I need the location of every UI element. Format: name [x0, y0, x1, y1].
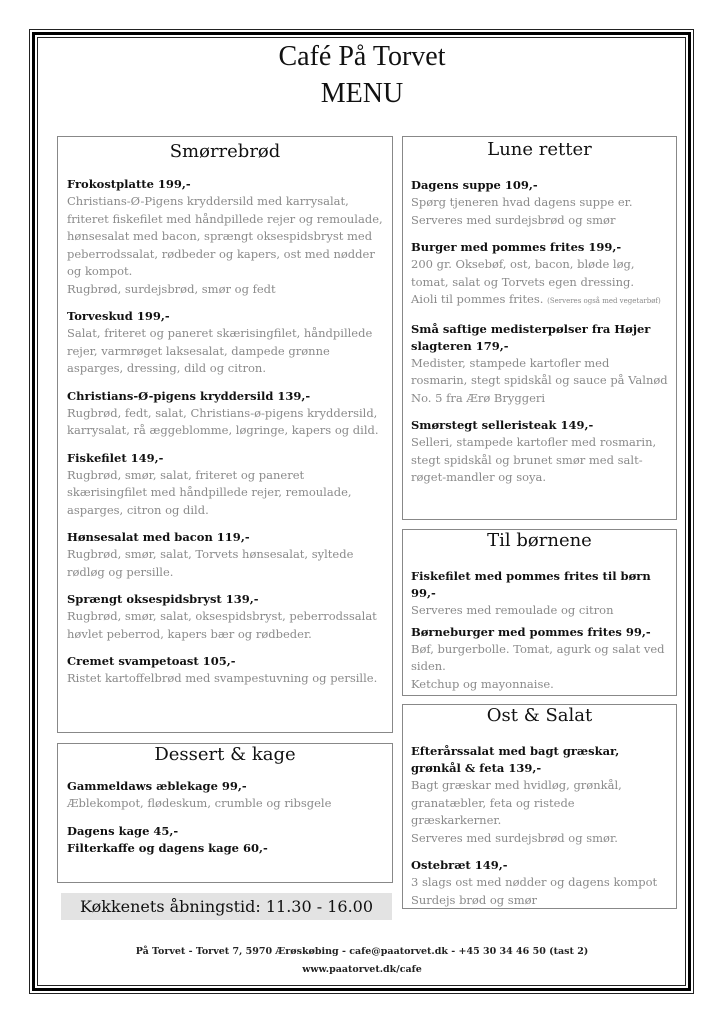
item-desc-extra: Surdejs brød og smør	[411, 892, 538, 907]
item-desc: 3 slags ost med nødder og dagens kompot	[411, 875, 658, 889]
item-name: Fiskefilet med pommes frites til børn 99,-	[411, 569, 651, 600]
menu-item	[411, 857, 668, 909]
menu-item	[67, 529, 383, 581]
item-desc: Æblekompot, flødeskum, crumble og ribsgele	[67, 796, 332, 810]
item-desc: Bøf, burgerbolle. Tomat, agurk og salat ved siden.	[411, 641, 665, 673]
item-desc: Rugbrød, smør, salat, friteret og paneret skærisingfilet med håndpillede rejer, remoulade, asparges, citron og dild.	[67, 467, 352, 517]
menu-item	[411, 624, 668, 694]
item-name: Gammeldaws æblekage 99,-	[67, 779, 247, 793]
section-title: Til børnene	[487, 530, 592, 551]
item-desc: Salat, friteret og paneret skærisingfilet, håndpillede rejer, varmrøget laksesalat, dampede grønne asparges, dressing, dild og citron.	[67, 326, 373, 375]
item-desc-extra	[411, 291, 668, 311]
item-desc-extra: Serveres med surdejsbrød og smør	[411, 212, 616, 227]
item-note: (Serveres også med vegetarbøf)	[547, 297, 661, 305]
item-desc: 200 gr. Oksebøf, ost, bacon, bløde løg, tomat, salat og Torvets egen dressing.	[411, 257, 635, 289]
menu-item	[411, 321, 668, 408]
menu-item	[67, 823, 383, 857]
menu-item	[67, 308, 383, 378]
item-name: Torveskud 199,-	[67, 309, 170, 323]
item-desc: Selleri, stampede kartofler med rosmarin, stegt spidskål og brunet smør med salt-røget-mandler og soya.	[411, 435, 657, 484]
item-desc: Bagt græskar med hvidløg, grønkål, granatæbler, feta og ristede græskarkerner.	[411, 778, 622, 827]
menu-item	[67, 591, 383, 643]
item-desc: Ristet kartoffelbrød med svampestuvning og persille.	[67, 671, 378, 685]
item-desc: Rugbrød, fedt, salat, Christians-ø-pigens kryddersild, karrysalat, rå æggeblomme, løgringe, kapers og dild.	[67, 405, 379, 437]
item-name: Efterårssalat med bagt græskar, grønkål & feta 139,-	[411, 744, 620, 775]
menu-item	[411, 177, 668, 229]
item-desc-extra-text: Aioli til pommes frites.	[411, 292, 544, 306]
footer-contact: På Torvet - Torvet 7, 5970 Ærøskøbing - cafe@paatorvet.dk - +45 30 34 46 50 (tast 2)	[135, 946, 589, 957]
menu-item	[67, 653, 383, 688]
menu-item	[67, 388, 383, 440]
item-name: Dagens kage 45,-	[67, 823, 179, 838]
item-name: Frokostplatte 199,-	[67, 177, 191, 191]
menu-item	[411, 417, 668, 487]
item-name: Filterkaffe og dagens kage 60,-	[67, 840, 268, 855]
item-name: Ostebræt 149,-	[411, 858, 508, 872]
item-name: Hønsesalat med bacon 119,-	[67, 530, 250, 544]
menu-item	[67, 176, 383, 298]
item-desc-extra: Serveres med surdejsbrød og smør.	[411, 830, 618, 845]
section-title: Lune retter	[487, 139, 592, 160]
menu-heading: MENU	[320, 78, 404, 109]
item-desc: Serveres med remoulade og citron	[411, 603, 614, 617]
item-name: Børneburger med pommes frites 99,-	[411, 624, 651, 639]
section-ost-salat	[402, 704, 677, 909]
menu-item	[67, 450, 383, 520]
section-title: Ost & Salat	[486, 705, 593, 726]
item-name: Cremet svampetoast 105,-	[67, 654, 236, 668]
menu-item	[411, 568, 668, 620]
cafe-title: Café På Torvet	[278, 41, 446, 72]
item-name: Smørstegt selleristeak 149,-	[411, 418, 594, 432]
section-lune-retter	[402, 136, 677, 520]
section-dessert	[57, 743, 393, 883]
item-name: Christians-Ø-pigens kryddersild 139,-	[67, 388, 311, 403]
section-title: Smørrebrød	[169, 141, 281, 162]
footer-website[interactable]: www.paatorvet.dk/cafe	[302, 964, 422, 975]
menu-item	[411, 743, 668, 847]
item-desc: Medister, stampede kartofler med rosmarin, stegt spidskål og sauce på Valnød No. 5 fra Ærø Bryggeri	[411, 355, 668, 405]
section-smorrebrod	[57, 136, 393, 733]
item-desc: Rugbrød, smør, salat, Torvets hønsesalat, syltede rødløg og persille.	[67, 547, 354, 579]
menu-item	[411, 239, 668, 311]
section-title: Dessert & kage	[154, 744, 296, 765]
item-desc: Rugbrød, smør, salat, oksespidsbryst, peberrodssalat høvlet peberrod, kapers bær og rødbeder.	[67, 609, 377, 641]
item-name: Fiskefilet 149,-	[67, 450, 164, 465]
item-desc-extra: Ketchup og mayonnaise.	[411, 676, 554, 691]
item-name: Små saftige medisterpølser fra Højer slagteren 179,-	[411, 321, 651, 353]
item-name: Dagens suppe 109,-	[411, 178, 538, 192]
section-til-bornene	[402, 529, 677, 696]
item-desc: Spørg tjeneren hvad dagens suppe er.	[411, 195, 633, 209]
item-name: Burger med pommes frites 199,-	[411, 240, 622, 254]
item-name: Sprængt oksespidsbryst 139,-	[67, 592, 259, 606]
item-desc-extra: Rugbrød, surdejsbrød, smør og fedt	[67, 281, 276, 296]
item-desc: Christians-Ø-Pigens kryddersild med karrysalat, friteret fiskefilet med håndpillede rejer og remoulade, hønsesalat med bacon, sprængt oksespidsbryst med peberrodssalat, rødbeder og kapers, ost med nødder og kompot.	[67, 194, 383, 278]
menu-item	[67, 778, 383, 813]
kitchen-hours: Køkkenets åbningstid: 11.30 - 16.00	[61, 893, 392, 920]
